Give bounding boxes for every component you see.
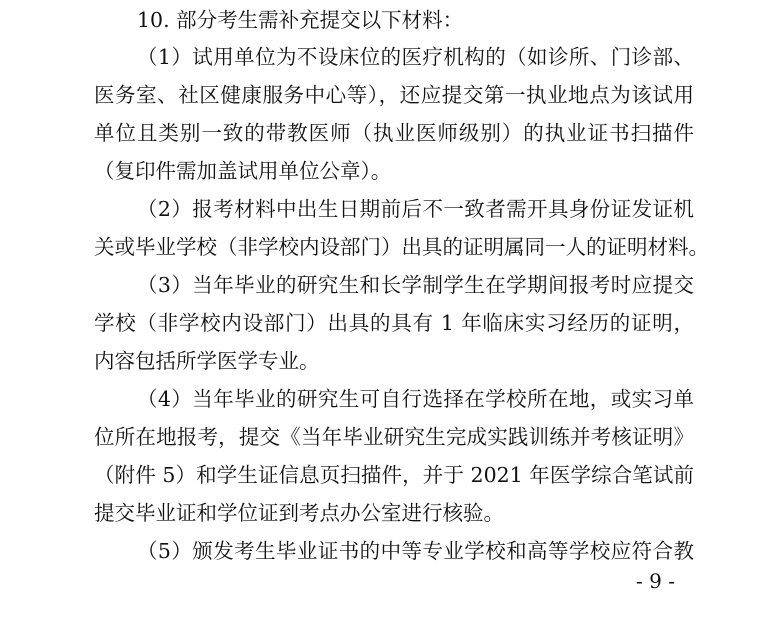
paragraph-4-line-4: 提交毕业证和学位证到考点办公室进行核验。: [94, 501, 504, 525]
paragraph-4-line-1: （4）当年毕业的研究生可自行选择在学校所在地，或实习单: [137, 387, 694, 411]
paragraph-2-line-2: 关或毕业学校（非学校内设部门）出具的证明属同一人的证明材料。: [94, 235, 709, 259]
section-heading: 10. 部分考生需补充提交以下材料：: [137, 8, 464, 32]
paragraph-4-line-3: （附件 5）和学生证信息页扫描件，并于 2021 年医学综合笔试前: [94, 463, 694, 487]
paragraph-3-line-3: 内容包括所学医学专业。: [94, 349, 320, 373]
paragraph-1-line-3: 单位且类别一致的带教医师（执业医师级别）的执业证书扫描件: [94, 121, 694, 145]
paragraph-1-line-1: （1）试用单位为不设床位的医疗机构的（如诊所、门诊部、: [137, 45, 694, 69]
paragraph-1-line-4: （复印件需加盖试用单位公章）。: [94, 159, 392, 183]
paragraph-3-line-1: （3）当年毕业的研究生和长学制学生在学期间报考时应提交: [137, 273, 694, 297]
paragraph-3-line-2: 学校（非学校内设部门）出具的具有 1 年临床实习经历的证明，: [94, 311, 694, 335]
paragraph-5-line-1: （5）颁发考生毕业证书的中等专业学校和高等学校应符合教: [137, 539, 694, 563]
paragraph-2-line-1: （2）报考材料中出生日期前后不一致者需开具身份证发证机: [137, 197, 694, 221]
paragraph-1-line-2: 医务室、社区健康服务中心等），还应提交第一执业地点为该试用: [94, 83, 694, 107]
paragraph-4-line-2: 位所在地报考，提交《当年毕业研究生完成实践训练并考核证明》: [94, 425, 694, 449]
page-number: - 9 -: [636, 569, 675, 593]
